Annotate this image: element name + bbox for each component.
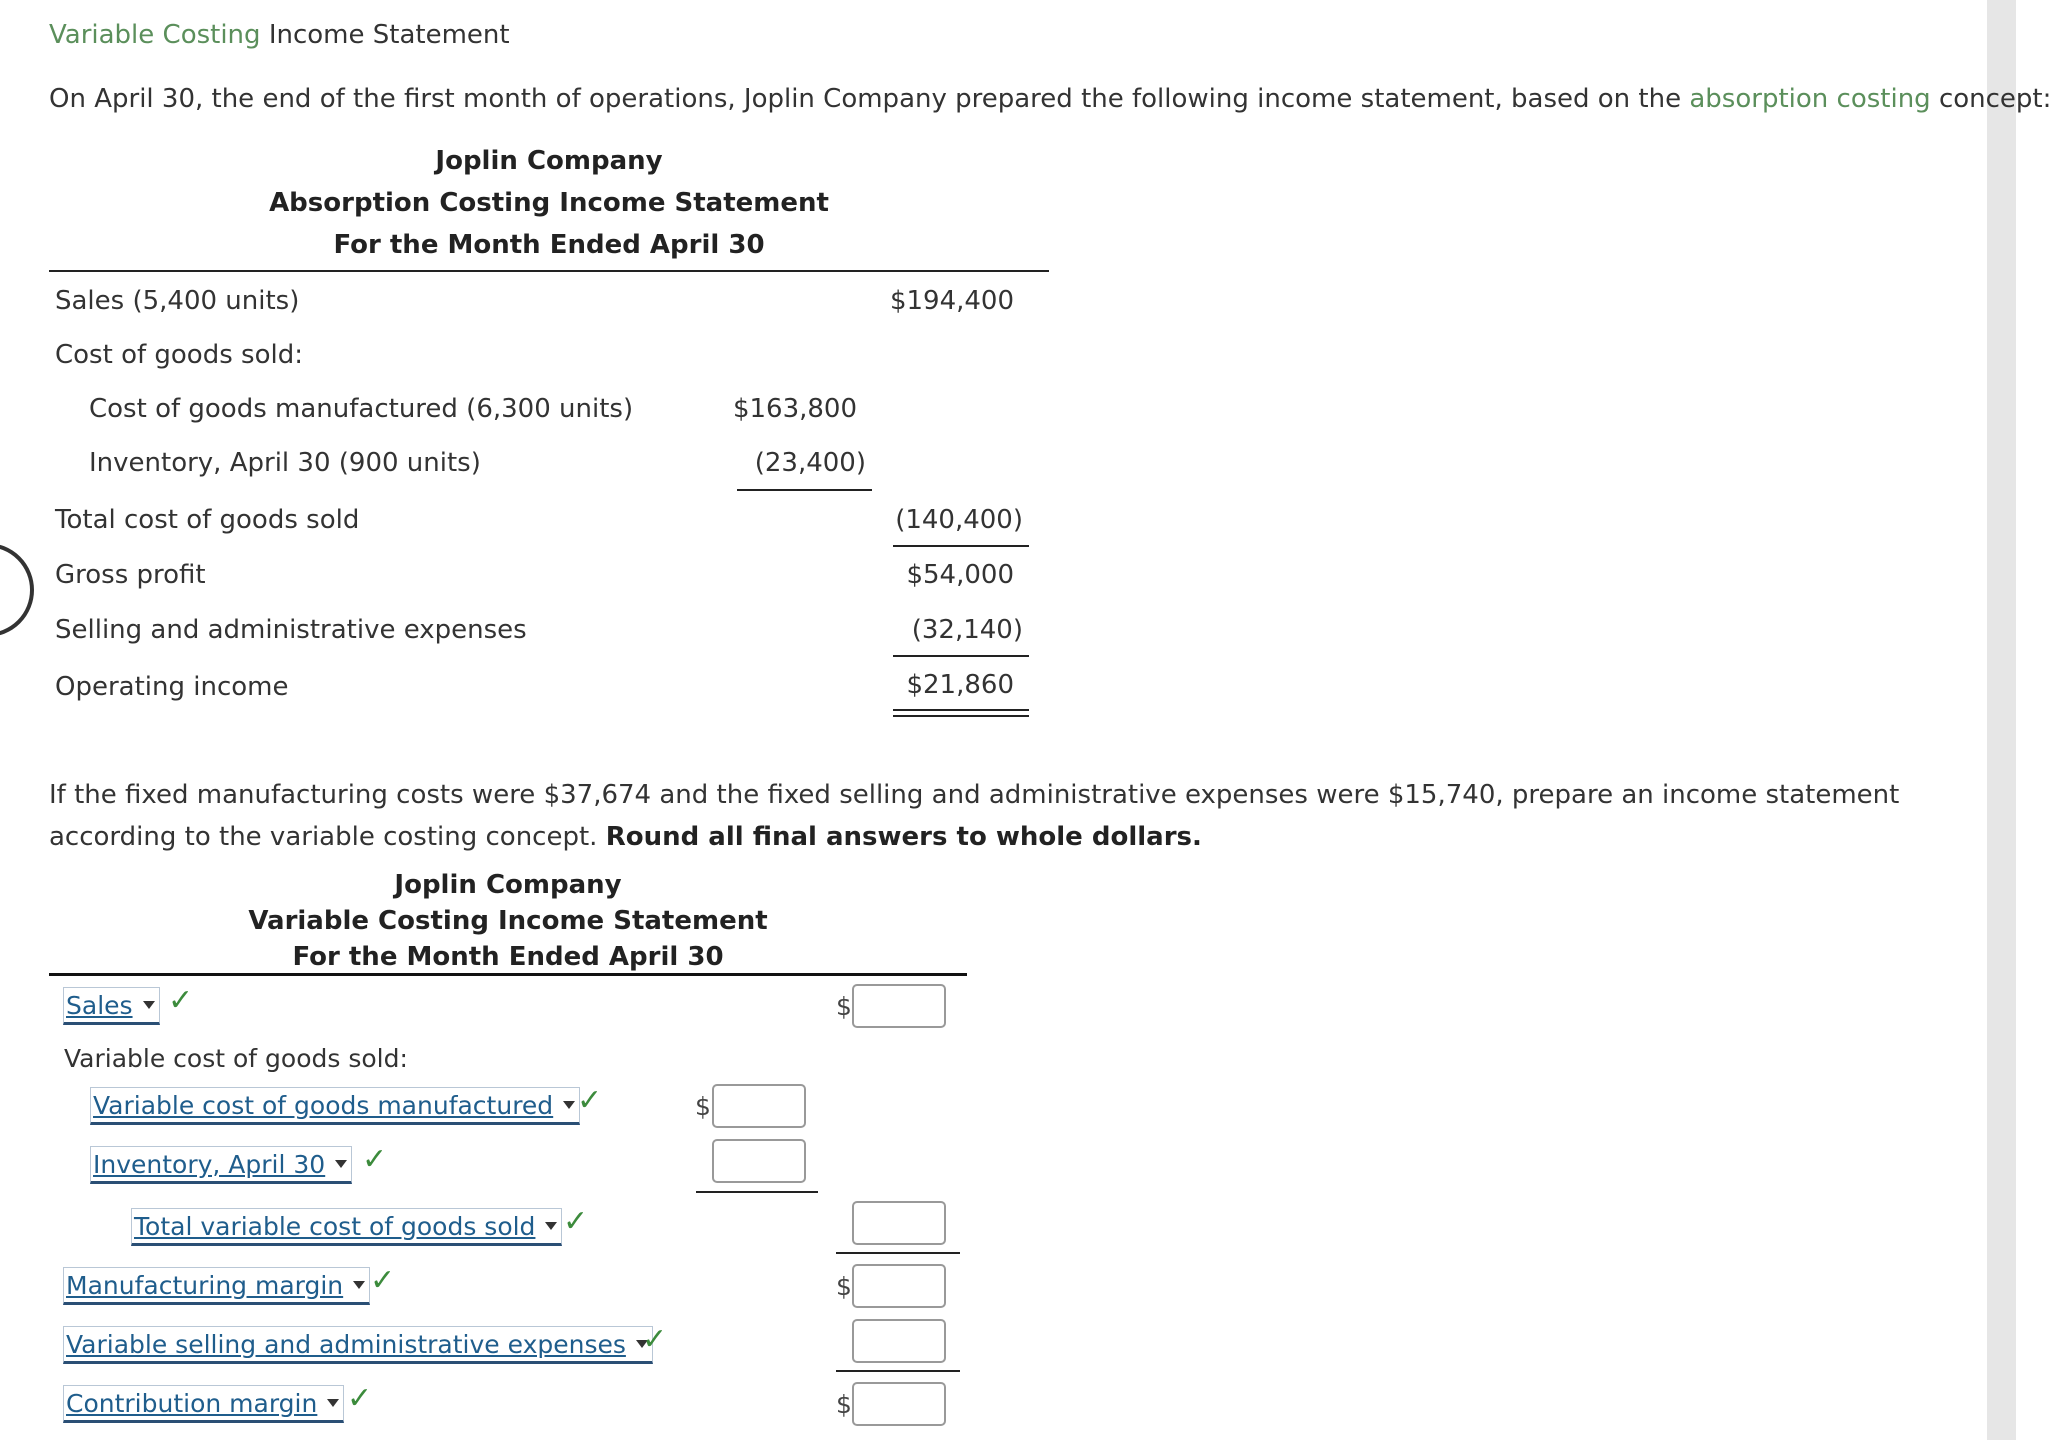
inventory-select-label: Inventory, April 30	[93, 1149, 326, 1179]
manufacturing-margin-input[interactable]	[852, 1264, 946, 1308]
absorption-header-rule	[49, 270, 1049, 272]
vcogs-header: Variable cost of goods sold:	[64, 1044, 408, 1073]
abs-sales-label: Sales (5,400 units)	[55, 286, 300, 316]
variable-sga-rule	[836, 1370, 960, 1372]
vcogm-select-label: Variable cost of goods manufactured	[93, 1090, 554, 1120]
manufacturing-margin-select[interactable]	[63, 1267, 370, 1305]
abs-inventory-amount: (23,400)	[754, 448, 866, 478]
instructions-text: If the fixed manufacturing costs were $37,674 and the fixed selling and administrative expenses were $15,740, prepare an income statement according to the variable costing concept.	[49, 780, 1900, 852]
variable-title: Variable Costing Income Statement	[248, 906, 768, 936]
abs-subtotal-rule	[737, 489, 872, 491]
page-title	[49, 20, 510, 50]
abs-cogm-amount: $163,800	[732, 394, 857, 424]
manufacturing-margin-select-label: Manufacturing margin	[66, 1270, 344, 1300]
chevron-down-icon	[143, 1001, 155, 1009]
intro-text-before: On April 30, the end of the first month of operations, Joplin Company prepared the following income statement, based on the	[49, 84, 1690, 114]
abs-sga-rule	[893, 655, 1029, 657]
check-icon: ✓	[168, 983, 194, 1018]
variable-header-rule	[49, 973, 967, 976]
total-vcogs-rule	[836, 1252, 960, 1254]
check-icon: ✓	[642, 1322, 668, 1357]
abs-cogs-header: Cost of goods sold:	[55, 340, 303, 370]
absorption-costing-link[interactable]: absorption costing	[1689, 84, 1931, 114]
sales-select-label: Sales	[66, 990, 133, 1020]
manufacturing-margin-dollar-sign: $	[836, 1272, 852, 1301]
check-icon: ✓	[347, 1381, 373, 1416]
sales-input[interactable]	[852, 984, 946, 1028]
abs-cogm-label: Cost of goods manufactured (6,300 units)	[89, 394, 634, 424]
variable-sga-select-label: Variable selling and administrative expenses	[66, 1329, 626, 1359]
abs-operating-income-amount: $21,860	[906, 670, 1014, 700]
total-vcogs-select-label: Total variable cost of goods sold	[134, 1211, 536, 1241]
intro-paragraph	[49, 84, 2051, 114]
vcogs-subtotal-rule	[696, 1191, 818, 1193]
abs-sales-amount: $194,400	[889, 286, 1014, 316]
variable-company: Joplin Company	[394, 870, 622, 900]
abs-inventory-label: Inventory, April 30 (900 units)	[89, 448, 481, 478]
check-icon: ✓	[577, 1083, 603, 1118]
variable-period: For the Month Ended April 30	[292, 942, 724, 972]
abs-gross-profit-label: Gross profit	[55, 560, 206, 590]
abs-total-rule	[893, 545, 1029, 547]
abs-double-rule	[893, 709, 1029, 717]
absorption-company: Joplin Company	[435, 146, 663, 176]
absorption-title: Absorption Costing Income Statement	[269, 188, 829, 218]
sales-select[interactable]	[63, 987, 160, 1025]
contribution-margin-select-label: Contribution margin	[66, 1388, 318, 1418]
chevron-down-icon	[563, 1101, 575, 1109]
total-vcogs-input[interactable]	[852, 1201, 946, 1245]
total-vcogs-select[interactable]	[131, 1208, 562, 1246]
vcogm-select[interactable]	[90, 1087, 580, 1125]
abs-operating-income-label: Operating income	[55, 672, 289, 702]
inventory-select[interactable]	[90, 1146, 352, 1184]
partial-circle-icon	[0, 543, 34, 637]
scrollbar[interactable]	[1987, 0, 2016, 1440]
abs-gross-profit-amount: $54,000	[906, 560, 1014, 590]
chevron-down-icon	[327, 1399, 339, 1407]
contribution-margin-select[interactable]	[63, 1385, 344, 1423]
inventory-input[interactable]	[712, 1139, 806, 1183]
check-icon: ✓	[362, 1142, 388, 1177]
check-icon: ✓	[563, 1204, 589, 1239]
contribution-margin-dollar-sign: $	[836, 1390, 852, 1419]
abs-total-cogs-label: Total cost of goods sold	[55, 505, 360, 535]
intro-text-after: concept:	[1930, 84, 2051, 114]
vcogm-input[interactable]	[712, 1084, 806, 1128]
chevron-down-icon	[335, 1160, 347, 1168]
absorption-period: For the Month Ended April 30	[333, 230, 765, 260]
abs-total-cogs-amount: (140,400)	[895, 505, 1023, 535]
abs-selling-admin-amount: (32,140)	[911, 615, 1023, 645]
chevron-down-icon	[545, 1222, 557, 1230]
variable-sga-input[interactable]	[852, 1319, 946, 1363]
title-rest: Income Statement	[268, 20, 510, 50]
vcogm-dollar-sign: $	[695, 1092, 711, 1121]
title-link[interactable]: Variable Costing	[49, 20, 261, 50]
sales-dollar-sign: $	[836, 992, 852, 1021]
contribution-margin-input[interactable]	[852, 1382, 946, 1426]
check-icon: ✓	[370, 1263, 396, 1298]
chevron-down-icon	[353, 1281, 365, 1289]
variable-sga-select[interactable]	[63, 1326, 653, 1364]
instructions-bold: Round all final answers to whole dollars.	[605, 822, 1202, 852]
abs-selling-admin-label: Selling and administrative expenses	[55, 615, 527, 645]
instructions-paragraph	[49, 774, 1989, 858]
